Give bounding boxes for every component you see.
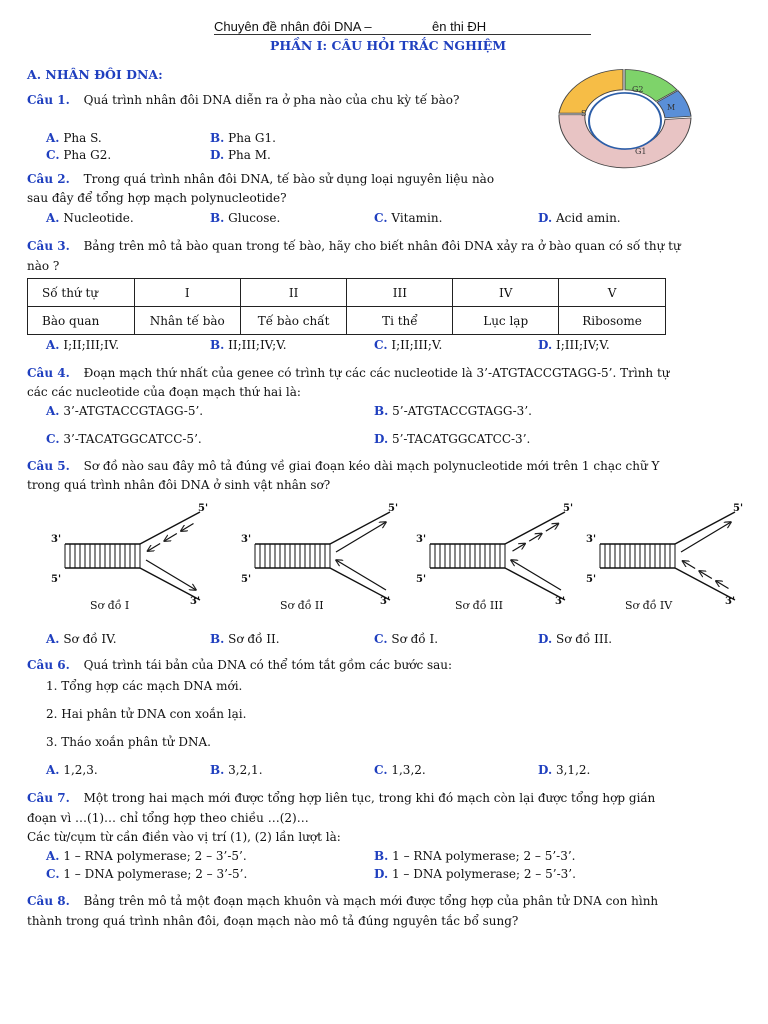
end-label-3prime: 3'	[555, 596, 566, 607]
table-cell: Tế bào chất	[240, 307, 347, 335]
q5-option-a[interactable]: A. Sơ đồ IV.	[46, 632, 117, 646]
q6-option-d[interactable]: D. 3,1,2.	[538, 763, 591, 777]
question-7-line-3: Các từ/cụm từ cần điền vào vị trí (1), (2) lần lượt là:	[27, 830, 341, 844]
end-label-3prime: 3'	[380, 596, 391, 607]
okazaki-fragment	[546, 524, 559, 532]
table-row	[28, 279, 666, 307]
fork-arm-top	[505, 512, 565, 544]
section-heading: A. NHÂN ĐÔI DNA:	[27, 67, 163, 82]
end-label-5prime: 5'	[586, 574, 597, 585]
q7-option-b[interactable]: B. 1 – RNA polymerase; 2 – 5’-3’.	[374, 849, 576, 863]
question-5: Câu 5. Sơ đồ nào sau đây mô tả đúng về giai đoạn kéo dài mạch polynucleotide mới trên 1 chạc chữ Y	[27, 459, 660, 473]
question-3-line-2: nào ?	[27, 259, 60, 273]
fork-arm-top	[330, 512, 390, 544]
label-g2: G2	[632, 85, 644, 94]
q6-option-c[interactable]: C. 1,3,2.	[374, 763, 426, 777]
diagram-caption: Sơ đồ IV	[625, 599, 673, 612]
page-title: PHẦN I: CÂU HỎI TRẮC NGHIỆM	[270, 38, 507, 53]
question-8: Câu 8. Bảng trên mô tả một đoạn mạch khuôn và mạch mới được tổng hợp của phân tử DNA con hình	[27, 894, 659, 908]
q2-option-d[interactable]: D. Acid amin.	[538, 211, 621, 225]
question-7: Câu 7. Một trong hai mạch mới được tổng hợp liên tục, trong khi đó mạch còn lại được tổng hợp gián	[27, 791, 656, 805]
q3-option-b[interactable]: B. II;III;IV;V.	[210, 338, 287, 352]
end-label-3prime: 3'	[241, 534, 252, 545]
okazaki-fragment	[699, 571, 712, 579]
question-4-line-2: các các nucleotide của đoạn mạch thứ hai là:	[27, 385, 301, 399]
okazaki-fragment	[716, 581, 729, 589]
end-label-5prime: 5'	[388, 503, 399, 514]
end-label-5prime: 5'	[563, 503, 574, 514]
fork-arm-top	[675, 512, 735, 544]
q6-option-a[interactable]: A. 1,2,3.	[46, 763, 98, 777]
question-1	[27, 93, 459, 107]
q1-option-c[interactable]: C. Pha G2.	[46, 148, 112, 162]
q4-option-b[interactable]: B. 5’-ATGTACCGTAGG-3’.	[374, 404, 532, 418]
replication-fork-diagrams	[40, 502, 760, 622]
end-label-5prime: 5'	[416, 574, 427, 585]
label-s: S	[581, 109, 587, 118]
header-right: ên thi ĐH	[432, 19, 487, 34]
question-6: Câu 6. Quá trình tái bản của DNA có thể tóm tắt gồm các bước sau:	[27, 658, 453, 672]
step-3: 3. Tháo xoắn phân tử DNA.	[46, 735, 211, 749]
end-label-5prime: 5'	[51, 574, 62, 585]
question-7-line-2: đoạn vì …(1)… chỉ tổng hợp theo chiều …(2)…	[27, 811, 309, 825]
okazaki-fragment	[164, 534, 177, 542]
q1-option-b[interactable]: B. Pha G1.	[210, 131, 276, 145]
q7-option-a[interactable]: A. 1 – RNA polymerase; 2 – 3’-5’.	[46, 849, 247, 863]
table-cell: II	[240, 279, 347, 307]
end-label-3prime: 3'	[51, 534, 62, 545]
diagram-caption: Sơ đồ III	[455, 599, 503, 612]
table-cell: V	[559, 279, 666, 307]
q3-option-d[interactable]: D. I;III;IV;V.	[538, 338, 610, 352]
end-label-3prime: 3'	[586, 534, 597, 545]
q1-option-a[interactable]: A. Pha S.	[46, 131, 102, 145]
question-2-line-2: sau đây để tổng hợp mạch polynucleotide?	[27, 191, 287, 205]
q5-option-d[interactable]: D. Sơ đồ III.	[538, 632, 613, 646]
table-cell: Bào quan	[28, 307, 135, 335]
okazaki-fragment	[148, 544, 161, 552]
fork-arm-top	[140, 512, 200, 544]
q4-option-a[interactable]: A. 3’-ATGTACCGTAGG-5’.	[46, 404, 204, 418]
question-number: Câu 1.	[27, 93, 70, 107]
end-label-3prime: 3'	[725, 596, 736, 607]
okazaki-fragment	[513, 544, 526, 552]
q5-option-c[interactable]: C. Sơ đồ I.	[374, 632, 439, 646]
question-8-line-2: thành trong quá trình nhân đôi, đoạn mạch nào mô tả đúng nguyên tắc bổ sung?	[27, 914, 519, 928]
q3-option-a[interactable]: A. I;II;III;IV.	[46, 338, 120, 352]
q5-option-b[interactable]: B. Sơ đồ II.	[210, 632, 280, 646]
end-label-3prime: 3'	[416, 534, 427, 545]
end-label-5prime: 5'	[241, 574, 252, 585]
cell-cycle-diagram	[555, 66, 695, 176]
q3-option-c[interactable]: C. I;II;III;V.	[374, 338, 443, 352]
label-g1: G1	[635, 147, 647, 156]
table-cell: Lục lạp	[453, 307, 559, 335]
table-cell: Số thứ tự	[28, 279, 135, 307]
table-cell: III	[347, 279, 453, 307]
q6-option-b[interactable]: B. 3,2,1.	[210, 763, 263, 777]
q7-option-c[interactable]: C. 1 – DNA polymerase; 2 – 3’-5’.	[46, 867, 248, 881]
end-label-5prime: 5'	[733, 503, 744, 514]
q7-option-d[interactable]: D. 1 – DNA polymerase; 2 – 5’-3’.	[374, 867, 576, 881]
okazaki-fragment	[683, 561, 696, 569]
question-5-line-2: trong quá trình nhân đôi DNA ở sinh vật nhân sơ?	[27, 478, 331, 492]
q1-option-d[interactable]: D. Pha M.	[210, 148, 271, 162]
table-row	[28, 307, 666, 335]
q4-option-d[interactable]: D. 5’-TACATGGCATCC-3’.	[374, 432, 531, 446]
question-3: Câu 3. Bảng trên mô tả bào quan trong tế bào, hãy cho biết nhân đôi DNA xảy ra ở bào quan có số thự tự	[27, 239, 681, 253]
end-label-5prime: 5'	[198, 503, 209, 514]
step-2: 2. Hai phân tử DNA con xoắn lại.	[46, 707, 247, 721]
okazaki-fragment	[181, 524, 194, 532]
step-1: 1. Tổng hợp các mạch DNA mới.	[46, 679, 243, 693]
q2-option-a[interactable]: A. Nucleotide.	[46, 211, 134, 225]
end-label-3prime: 3'	[190, 596, 201, 607]
q2-option-b[interactable]: B. Glucose.	[210, 211, 281, 225]
diagram-caption: Sơ đồ II	[280, 599, 324, 612]
okazaki-fragment	[529, 534, 542, 542]
question-4: Câu 4. Đoạn mạch thứ nhất của genee có trình tự các các nucleotide là 3’-ATGTACCGTAGG-5’. Trình tự	[27, 366, 670, 380]
organelle-table	[27, 278, 666, 335]
table-cell: Ti thể	[347, 307, 453, 335]
label-m: M	[667, 103, 676, 112]
table-cell: I	[134, 279, 240, 307]
question-text: Quá trình nhân đôi DNA diễn ra ở pha nào của chu kỳ tế bào?	[83, 93, 460, 107]
q4-option-c[interactable]: C. 3’-TACATGGCATCC-5’.	[46, 432, 202, 446]
table-cell: IV	[453, 279, 559, 307]
table-cell: Nhân tế bào	[134, 307, 240, 335]
question-2: Câu 2. Trong quá trình nhân đôi DNA, tế bào sử dụng loại nguyên liệu nào	[27, 172, 495, 186]
header-left: Chuyên đề nhân đôi DNA –	[214, 19, 372, 34]
header-rule	[214, 34, 591, 35]
diagram-caption: Sơ đồ I	[90, 599, 130, 612]
q2-option-c[interactable]: C. Vitamin.	[374, 211, 443, 225]
table-cell: Ribosome	[559, 307, 666, 335]
